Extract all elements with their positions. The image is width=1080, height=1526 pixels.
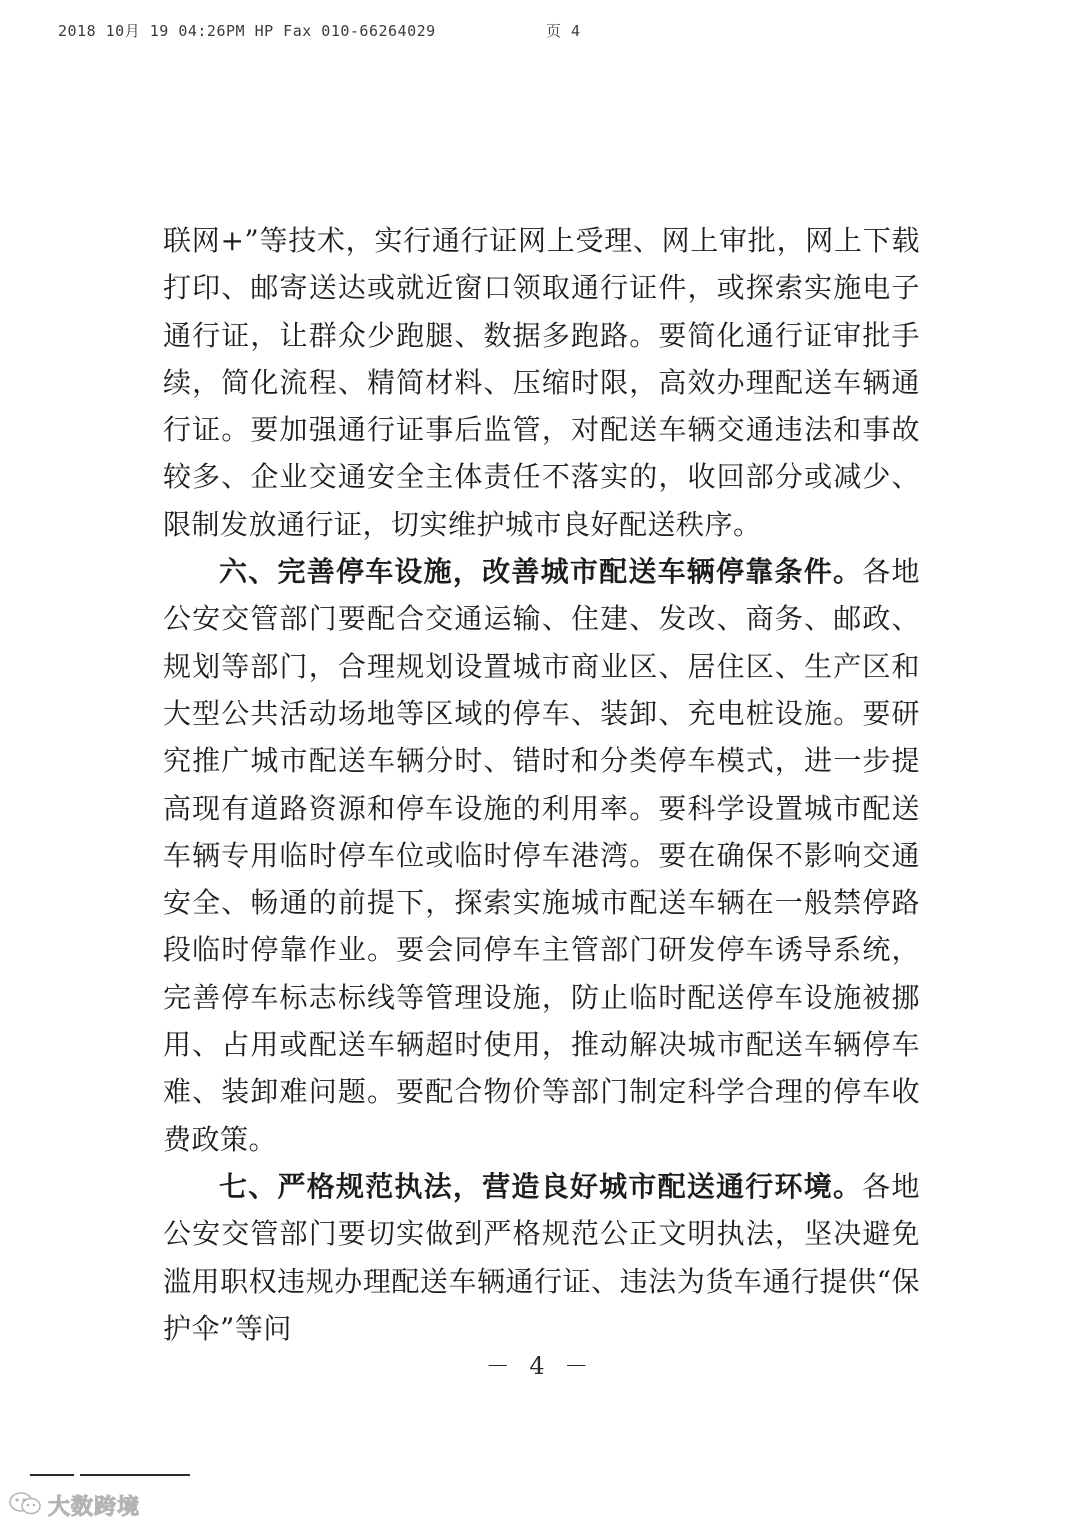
- watermark: [8, 1490, 140, 1521]
- paragraph-section-7: [163, 1163, 920, 1352]
- footer-rule: [80, 1474, 190, 1476]
- watermark-text: 大数跨境: [48, 1495, 141, 1520]
- fax-page-label: 页 4: [546, 22, 581, 40]
- section-heading: 六、完善停车设施，改善城市配送车辆停靠条件。: [219, 555, 863, 589]
- fax-header: [58, 20, 581, 41]
- fax-stamp: 2018 10月 19 04:26PM HP Fax 010-66264029: [58, 22, 436, 40]
- footer-rule: [30, 1474, 74, 1476]
- paragraph-text: 各地公安交管部门要配合交通运输、住建、发改、商务、邮政、规划等部门，合理规划设置城市商业区、居住区、生产区和大型公共活动场地等区域的停车、装卸、充电桩设施。要研究推广城市配送车辆分时、错时和分类停车模式，进一步提高现有道路资源和停车设施的利用率。要科学设置城市配送车辆专用临时停车位或临时停车港湾。要在确保不影响交通安全、畅通的前提下，探索实施城市配送车辆在一般禁停路段临时停靠作业。要会同停车主管部门研发停车诱导系统，完善停车标志标线等管理设施，防止临时配送停车设施被挪用、占用或配送车辆超时使用，推动解决城市配送车辆停车难、装卸难问题。要配合物价等部门制定科学合理的停车收费政策。: [163, 555, 920, 1156]
- paragraph-continuation: [163, 217, 920, 548]
- paragraph-text: 各地公安交管部门要切实做到严格规范公正文明执法，坚决避免滥用职权违规办理配送车辆通行证、违法为货车通行提供“保护伞”等问: [163, 1169, 920, 1345]
- document-body: [163, 217, 920, 1352]
- wechat-bubble-icon: [8, 1491, 42, 1521]
- page-number: － 4 －: [485, 1352, 595, 1380]
- paragraph-section-6: [163, 548, 920, 1163]
- section-heading: 七、严格规范执法，营造良好城市配送通行环境。: [219, 1169, 863, 1203]
- paragraph-text: 联网+”等技术，实行通行证网上受理、网上审批，网上下载打印、邮寄送达或就近窗口领取通行证件，或探索实施电子通行证，让群众少跑腿、数据多跑路。要简化通行证审批手续，简化流程、精简材料、压缩时限，高效办理配送车辆通行证。要加强通行证事后监管，对配送车辆交通违法和事故较多、企业交通安全主体责任不落实的，收回部分或减少、限制发放通行证，切实维护城市良好配送秩序。: [163, 224, 920, 541]
